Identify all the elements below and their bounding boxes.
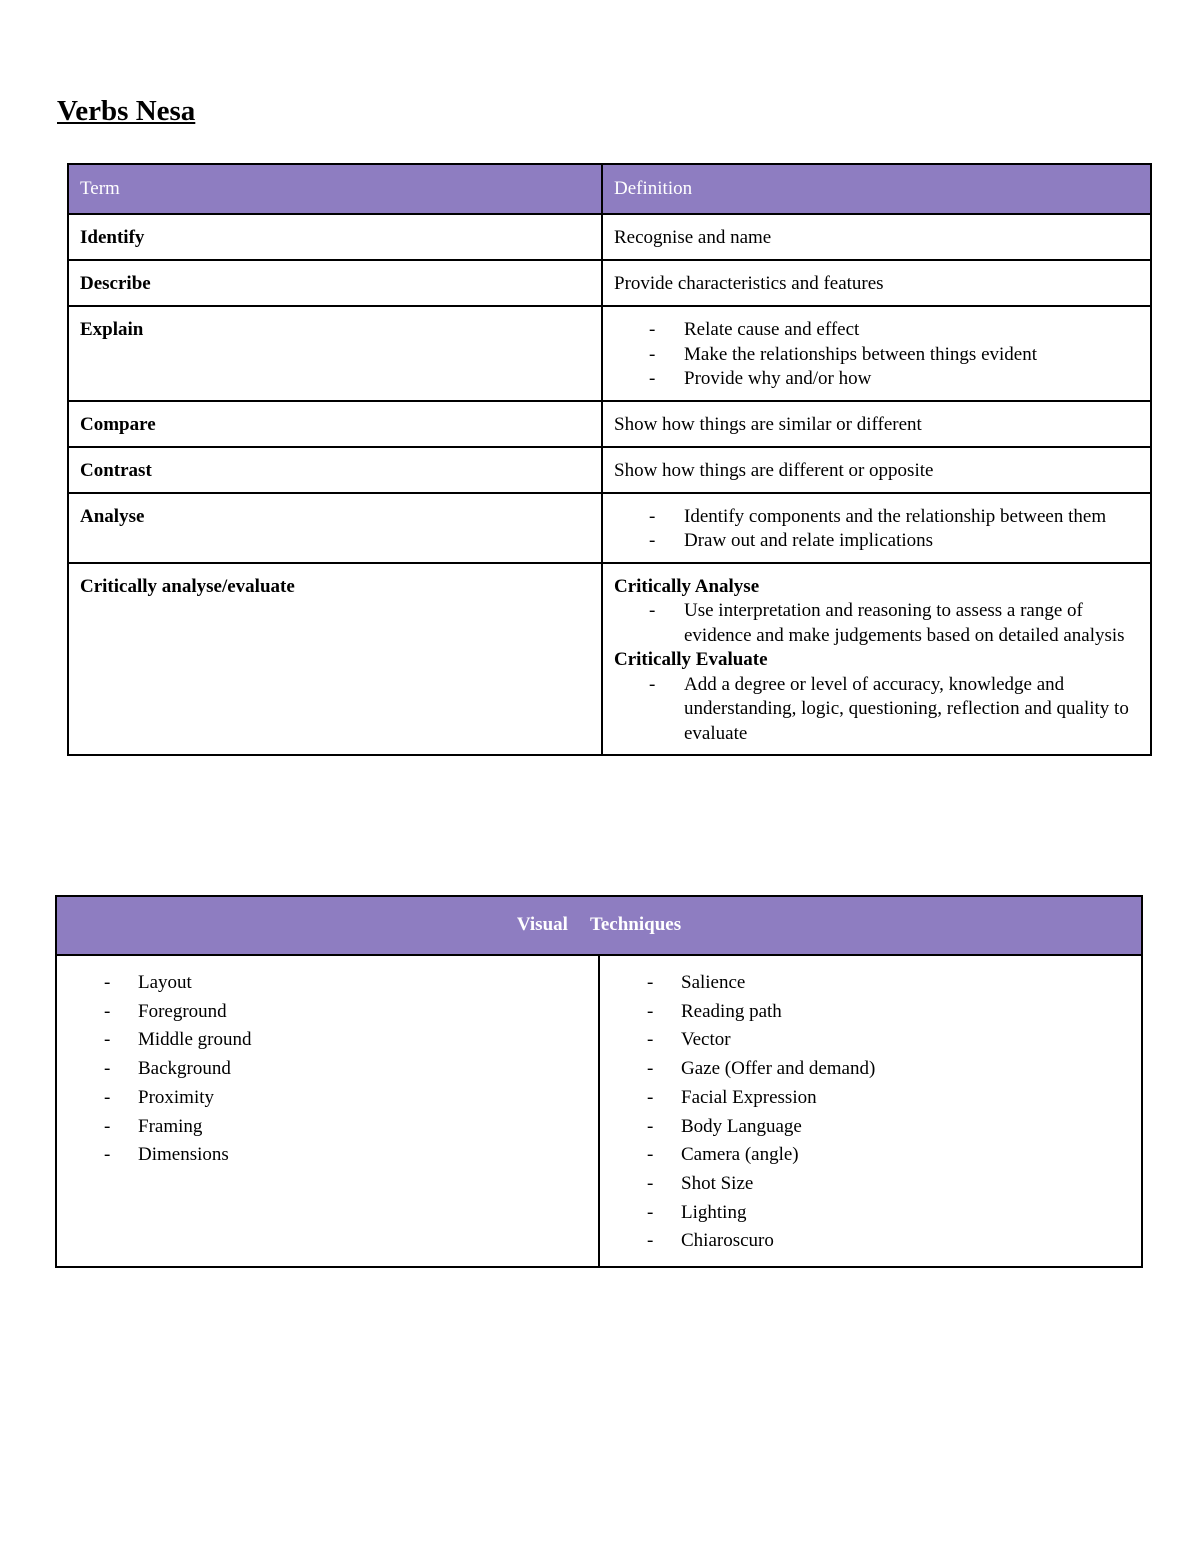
table-header-row bbox=[56, 896, 1142, 955]
definition-cell bbox=[602, 563, 1151, 756]
list-item: - Foreground bbox=[57, 998, 598, 1027]
definition-cell bbox=[602, 493, 1151, 563]
header-word: Techniques bbox=[589, 914, 682, 936]
list-item: - Body Language bbox=[600, 1113, 1141, 1142]
list-item: - Camera (angle) bbox=[600, 1141, 1141, 1170]
table-row bbox=[56, 955, 1142, 1267]
table-header-row bbox=[68, 164, 1151, 214]
list-item: - Salience bbox=[600, 969, 1141, 998]
page-title: Verbs Nesa bbox=[57, 95, 196, 127]
subheading: Critically Analyse bbox=[614, 575, 760, 597]
list-item: - Make the relationships between things evident bbox=[614, 343, 1138, 368]
right-techniques-cell bbox=[599, 955, 1142, 1267]
list-item: - Facial Expression bbox=[600, 1084, 1141, 1113]
visual-techniques-table bbox=[55, 895, 1143, 1268]
list-item: - Framing bbox=[57, 1113, 598, 1142]
list-item: - Gaze (Offer and demand) bbox=[600, 1055, 1141, 1084]
term-cell: Compare bbox=[68, 401, 602, 447]
list-item: - Layout bbox=[57, 969, 598, 998]
list-item: - Relate cause and effect bbox=[614, 318, 1138, 343]
table-row bbox=[68, 401, 1151, 447]
list-item: - Dimensions bbox=[57, 1141, 598, 1170]
table-row bbox=[68, 214, 1151, 260]
term-cell: Critically analyse/evaluate bbox=[68, 563, 602, 756]
definition-cell: Provide characteristics and features bbox=[602, 260, 1151, 306]
verbs-table bbox=[67, 163, 1152, 756]
definition-cell: Show how things are similar or different bbox=[602, 401, 1151, 447]
list-item: - Draw out and relate implications bbox=[614, 529, 1138, 554]
list-item: - Background bbox=[57, 1055, 598, 1084]
definition-cell: Show how things are different or opposite bbox=[602, 447, 1151, 493]
term-cell: Contrast bbox=[68, 447, 602, 493]
header-definition: Definition bbox=[602, 164, 1151, 214]
bullet-list bbox=[57, 969, 598, 1170]
bullet-list bbox=[600, 969, 1141, 1256]
subheading: Critically Evaluate bbox=[614, 649, 768, 670]
list-item: - Lighting bbox=[600, 1199, 1141, 1228]
visual-techniques-header bbox=[56, 896, 1142, 955]
list-item: - Vector bbox=[600, 1026, 1141, 1055]
bullet-list bbox=[614, 599, 1138, 648]
definition-cell bbox=[602, 306, 1151, 401]
table-row bbox=[68, 447, 1151, 493]
left-techniques-cell bbox=[56, 955, 599, 1267]
header-word: Visual bbox=[516, 914, 568, 936]
term-cell: Analyse bbox=[68, 493, 602, 563]
header-term: Term bbox=[68, 164, 602, 214]
table-row bbox=[68, 260, 1151, 306]
list-item: - Provide why and/or how bbox=[614, 367, 1138, 392]
list-item: - Chiaroscuro bbox=[600, 1227, 1141, 1256]
table-row bbox=[68, 493, 1151, 563]
list-item: - Middle ground bbox=[57, 1026, 598, 1055]
term-cell: Describe bbox=[68, 260, 602, 306]
list-item: - Use interpretation and reasoning to assess a range of evidence and make judgements based on detailed analysis bbox=[614, 599, 1138, 648]
term-cell: Explain bbox=[68, 306, 602, 401]
term-cell: Identify bbox=[68, 214, 602, 260]
list-item: - Reading path bbox=[600, 998, 1141, 1027]
table-row bbox=[68, 563, 1151, 756]
bullet-list bbox=[614, 318, 1138, 392]
bullet-list bbox=[614, 673, 1138, 747]
bullet-list bbox=[614, 505, 1138, 554]
definition-cell: Recognise and name bbox=[602, 214, 1151, 260]
list-item: - Identify components and the relationship between them bbox=[614, 505, 1138, 530]
list-item: - Shot Size bbox=[600, 1170, 1141, 1199]
list-item: - Add a degree or level of accuracy, knowledge and understanding, logic, questioning, reflection and quality to evaluate bbox=[614, 673, 1138, 747]
table-row bbox=[68, 306, 1151, 401]
list-item: - Proximity bbox=[57, 1084, 598, 1113]
